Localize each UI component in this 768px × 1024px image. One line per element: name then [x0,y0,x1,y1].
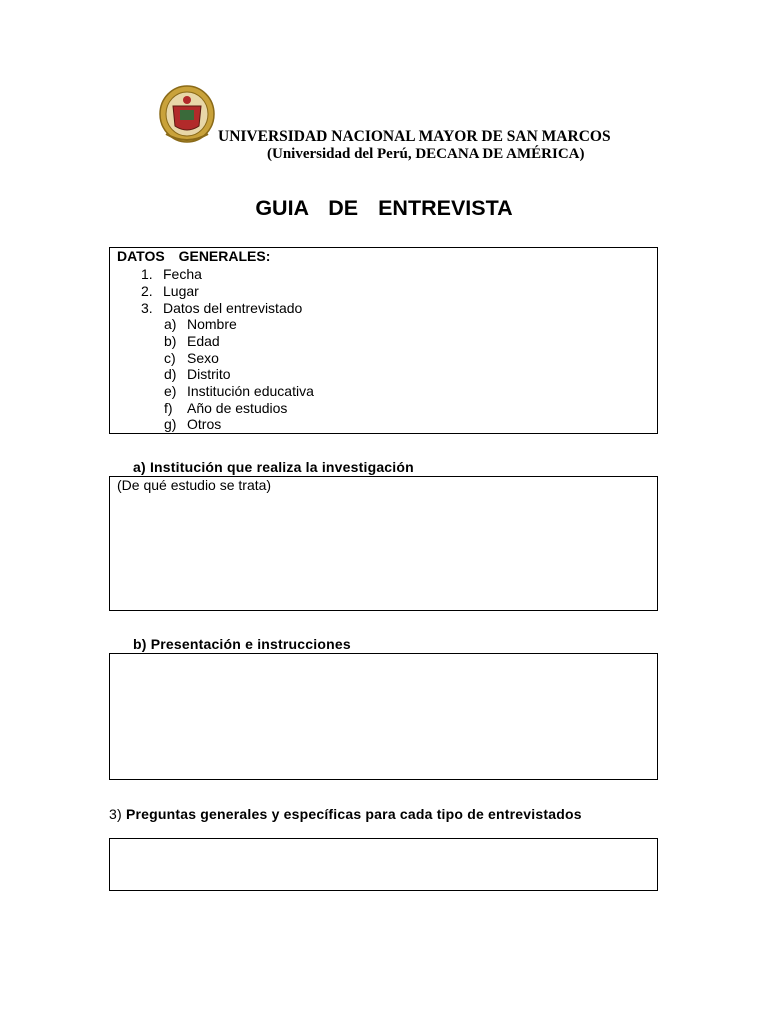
sub-list-item [164,366,231,382]
subitem-letter: c) [164,350,176,366]
section-3-box[interactable] [109,838,658,891]
subitem-letter: f) [164,400,173,416]
sub-list-item [164,416,221,432]
item-number: 1. [141,266,153,282]
university-seal-icon [158,84,216,144]
sub-list-item [164,400,287,416]
item-label: Datos del entrevistado [163,300,303,316]
subitem-letter: b) [164,333,177,349]
subitem-label: Nombre [187,316,237,332]
subitem-letter: g) [164,416,177,432]
section-b-label: b) Presentación e instrucciones [133,636,351,652]
section-3-heading [109,806,582,822]
subitem-letter: e) [164,383,177,399]
subitem-label: Otros [187,416,222,432]
item-label: Lugar [163,283,199,299]
datos-generales-box [109,247,658,434]
subitem-label: Año de estudios [187,400,288,416]
section-3-label: Preguntas generales y específicas para cada tipo de entrevistados [125,806,582,822]
list-item [141,283,199,299]
subitem-label: Distrito [187,366,231,382]
datos-generales-heading: DATOS GENERALES: [117,248,271,264]
section-a-box[interactable] [109,476,658,611]
section-3-number: 3) [109,806,122,822]
sub-list-item [164,333,220,349]
item-number: 2. [141,283,153,299]
document-title: GUIA DE ENTREVISTA [255,196,513,220]
list-item [141,300,302,316]
subitem-label: Institución educativa [187,383,314,399]
list-item [141,266,202,282]
sub-list-item [164,350,219,366]
university-name: UNIVERSIDAD NACIONAL MAYOR DE SAN MARCOS [218,128,611,145]
subitem-label: Edad [187,333,220,349]
subitem-letter: d) [164,366,177,382]
subitem-label: Sexo [187,350,219,366]
university-subtitle: (Universidad del Perú, DECANA DE AMÉRICA) [267,146,585,162]
sub-list-item [164,316,237,332]
subitem-letter: a) [164,316,177,332]
sub-list-item [164,383,314,399]
item-label: Fecha [163,266,202,282]
section-a-note: (De qué estudio se trata) [117,477,272,493]
section-b-box[interactable] [109,653,658,780]
section-a-label: a) Institución que realiza la investigación [133,459,414,475]
item-number: 3. [141,300,153,316]
